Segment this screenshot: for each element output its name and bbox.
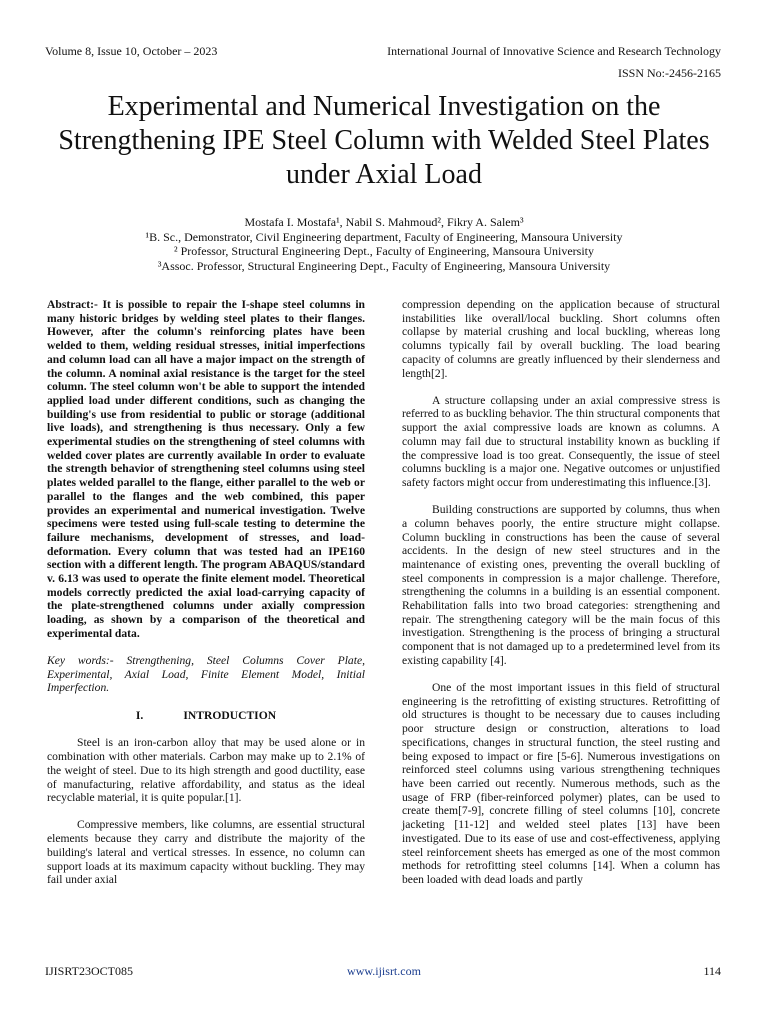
header-issn: ISSN No:-2456-2165	[617, 66, 721, 80]
affiliation-2: ² Professor, Structural Engineering Dept., Faculty of Engineering, Mansoura University	[173, 244, 595, 258]
header-journal: International Journal of Innovative Science and Research Technology	[387, 44, 721, 58]
header-volume: Volume 8, Issue 10, October – 2023	[45, 44, 218, 58]
paragraph: Steel is an iron-carbon alloy that may be used alone or in combination with other materials. Carbon may make up to 2.1% of the weight of steel. Due to its high strength and good ductility, ease of manufacturing, relative affordability, and status as the ideal recyclable material, it is quite popular.[1].	[47, 736, 365, 805]
paragraph: Building constructions are supported by columns, thus when a column behaves poorly, the entire structure might collapse. Column buckling in constructions has been the cause of several accidents. In the design of new steel structures and in the maintenance of existing ones, preventing the overall buckling of steel components in compression is a major challenge. Therefore, strengthening the columns in a building is an essential component. Rehabilitation falls into two broad categories: strengthening and repair. The strengthening category will be the main focus of this investigation. Strengthening is the process of bringing a structural component that is not damaged up to a predetermined level from its existing capability [4].	[402, 503, 720, 667]
footer-page-number: 114	[703, 964, 721, 978]
affiliation-3: ³Assoc. Professor, Structural Engineering Dept., Faculty of Engineering, Mansoura University	[157, 258, 611, 273]
paragraph: Compressive members, like columns, are essential structural elements because they carry and distribute the majority of the building's lateral and vertical stresses. In essence, no column can support loads at its maximum capacity without buckling. They may fail under axial	[47, 818, 365, 887]
footer-website-wrap	[0, 964, 768, 979]
affiliation-1: ¹B. Sc., Demonstrator, Civil Engineering department, Faculty of Engineering, Mansoura University	[145, 229, 623, 244]
keywords: Key words:- Strengthening, Steel Columns Cover Plate, Experimental, Axial Load, Finite Element Model, Initial Imperfection.	[47, 654, 365, 695]
author-names: Mostafa I. Mostafa¹, Nabil S. Mahmoud², Fikry A. Salem³	[244, 215, 524, 229]
right-column	[402, 298, 720, 900]
author-block	[40, 215, 728, 273]
section-number: I.	[135, 708, 144, 722]
paper-title: Experimental and Numerical Investigation on the Strengthening IPE Steel Column with Welded Steel Plates under Axial Load	[58, 91, 710, 190]
footer-website-link[interactable]: www.ijisrt.com	[347, 964, 421, 978]
section-heading	[47, 709, 365, 723]
paragraph: One of the most important issues in this field of structural engineering is the retrofitting of existing structures. Retrofitting of old structures is thought to be necessary due to causes including poor structure design or construction, alterations to load specifications, changes in structural function, the steel rusting and being exposed to impact or fire [5-6]. Numerous investigations on reinforced steel columns using various strengthening techniques have been carried out recently. Numerous methods, such as the usage of FRP (fiber-reinforced polymer) plates, can be used to create them[7-9], concrete filling of steel columns [10], concrete jacketing [11-12] and welded steel plates [13] have been investigated. Due to its ease of use and cost-effectiveness, applying steel reinforcement sheets has emerged as one of the most common methods for retrofitting steel columns [14]. When a column has been loaded with dead loads and partly	[402, 681, 720, 886]
paragraph: A structure collapsing under an axial compressive stress is referred to as buckling behavior. The thin structural components that support the axial compressive loads are known as columns. A column may fail due to structural instability known as buckling if the compressive load is too great. Consequently, the issue of steel columns buckling is a major one. Negative outcomes or unjustified safety factors might occur from underestimating this influence.[3].	[402, 393, 720, 489]
section-title: INTRODUCTION	[183, 708, 277, 722]
left-column	[47, 298, 365, 900]
abstract: Abstract:- It is possible to repair the I-shape steel columns in many historic bridges by welding steel plates to their flanges. However, after the column's reinforcing plates have been welded to them, welding residual stresses, initial imperfections and column load can all have a major impact on the strength of the column. A nominal axial resistance is the target for the steel column. The steel column won't be able to support the intended applied load under different conditions, such as changing the building's use from residential to public or storage (additional live loads), and strengthening is thus necessary. Only a few experimental studies on the strengthening of steel columns with welded cover plates are currently available In order to evaluate the strength behavior of strengthening steel columns using steel plates welded parallel to the flange, either parallel to the web or parallel to the flanges and the web combined, this paper provides an experimental and numerical investigation. Twelve specimens were tested using full-scale testing to determine the failure mechanisms, development of stresses, and load-deformation. Every column that was tested had an IPE160 section with a different length. The program ABAQUS/standard v. 6.13 was used to operate the finite element model. Theoretical models correctly predicted the axial load-carrying capacity of the plate-strengthened columns under axially compression loading, as shown by a comparison of the theoretical and experimental data.	[47, 298, 365, 640]
footer-code: IJISRT23OCT085	[45, 964, 133, 978]
paragraph: compression depending on the application because of structural instabilities like overall/local buckling. Short columns often collapse by material crushing and local buckling, whereas long columns typically fail by overall buckling. The load bearing capacity of columns are greatly influenced by their slenderness and length[2].	[402, 298, 720, 380]
